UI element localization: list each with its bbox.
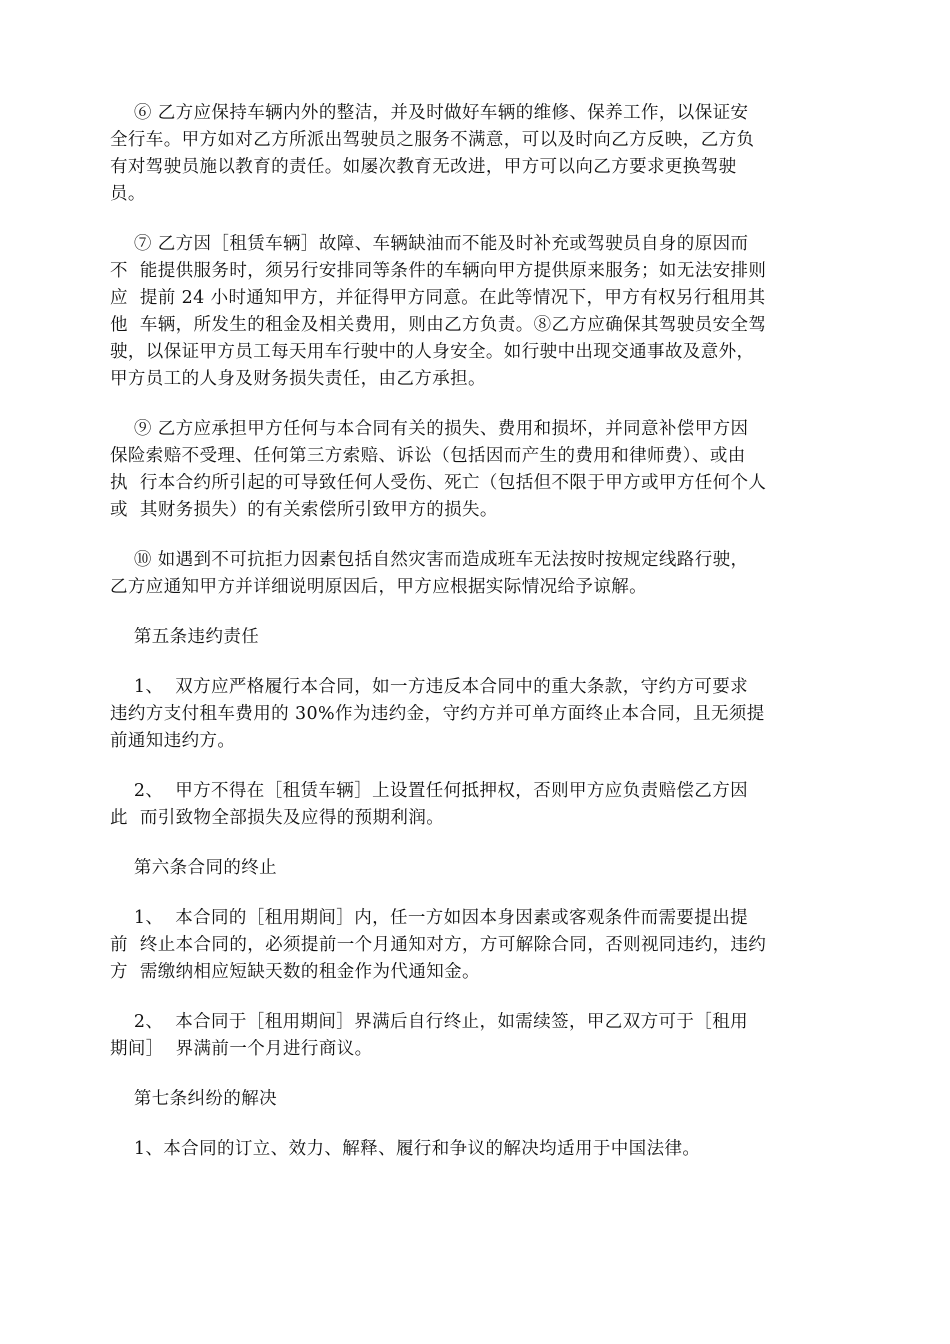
- article-5-heading: 第五条违约责任: [110, 627, 260, 647]
- paragraph-article-6-item-1-line-2: 前 终止本合同的，必须提前一个月通知对方，方可解除合同，否则视同违约，违约: [110, 935, 767, 955]
- paragraph-clause-6-line-3: 有对驾驶员施以教育的责任。如屡次教育无改进，甲方可以向乙方要求更换驾驶: [110, 157, 737, 177]
- paragraph-article-5-item-1-line-1: 1、 双方应严格履行本合同，如一方违反本合同中的重大条款，守约方可要求: [110, 677, 749, 697]
- paragraph-clause-9-line-2: 保险索赔不受理、任何第三方索赔、诉讼（包括因而产生的费用和律师费）、或由: [110, 446, 746, 466]
- paragraph-clause-7-line-4: 他 车辆，所发生的租金及相关费用，则由乙方负责。⑧乙方应确保其驾驶员安全驾: [110, 315, 767, 335]
- paragraph-clause-7-line-6: 甲方员工的人身及财务损失责任，由乙方承担。: [110, 369, 486, 389]
- paragraph-article-5-item-1-line-3: 前通知违约方。: [110, 731, 236, 751]
- article-6-heading: 第六条合同的终止: [110, 858, 278, 878]
- paragraph-article-5-item-2-line-2: 此 而引致物全部损失及应得的预期利润。: [110, 808, 445, 828]
- paragraph-article-6-item-1-line-1: 1、 本合同的［租用期间］内，任一方如因本身因素或客观条件而需要提出提: [110, 908, 749, 928]
- paragraph-article-7-item-1-line-1: 1、本合同的订立、效力、解释、履行和争议的解决均适用于中国法律。: [110, 1139, 701, 1159]
- paragraph-clause-10-line-1: ⑩ 如遇到不可抗拒力因素包括自然灾害而造成班车无法按时按规定线路行驶，: [110, 550, 749, 570]
- paragraph-article-5-item-1-line-2: 违约方支付租车费用的 30%作为违约金，守约方并可单方面终止本合同，且无须提: [110, 704, 765, 724]
- paragraph-clause-7-line-2: 不 能提供服务时，须另行安排同等条件的车辆向甲方提供原来服务；如无法安排则: [110, 261, 767, 281]
- paragraph-clause-9-line-1: ⑨ 乙方应承担甲方任何与本合同有关的损失、费用和损坏，并同意补偿甲方因: [110, 419, 749, 439]
- paragraph-clause-6-line-1: ⑥ 乙方应保持车辆内外的整洁，并及时做好车辆的维修、保养工作，以保证安: [110, 103, 749, 123]
- article-7-heading: 第七条纠纷的解决: [110, 1089, 278, 1109]
- paragraph-clause-7-line-3: 应 提前 24 小时通知甲方，并征得甲方同意。在此等情况下，甲方有权另行租用其: [110, 288, 766, 308]
- paragraph-article-6-item-1-line-3: 方 需缴纳相应短缺天数的租金作为代通知金。: [110, 962, 480, 982]
- paragraph-clause-10-line-2: 乙方应通知甲方并详细说明原因后，甲方应根据实际情况给予谅解。: [110, 577, 647, 597]
- paragraph-article-5-item-2-line-1: 2、 甲方不得在［租赁车辆］上设置任何抵押权，否则甲方应负责赔偿乙方因: [110, 781, 749, 801]
- paragraph-article-6-item-2-line-2: 期间］ 界满前一个月进行商议。: [110, 1039, 373, 1059]
- paragraph-article-6-item-2-line-1: 2、 本合同于［租用期间］界满后自行终止，如需续签，甲乙双方可于［租用: [110, 1012, 749, 1032]
- paragraph-clause-7-line-5: 驶，以保证甲方员工每天用车行驶中的人身安全。如行驶中出现交通事故及意外，: [110, 342, 755, 362]
- paragraph-clause-9-line-4: 或 其财务损失）的有关索偿所引致甲方的损失。: [110, 500, 498, 520]
- paragraph-clause-7-line-1: ⑦ 乙方因［租赁车辆］故障、车辆缺油而不能及时补充或驾驶员自身的原因而: [110, 234, 749, 254]
- paragraph-clause-6-line-2: 全行车。甲方如对乙方所派出驾驶员之服务不满意，可以及时向乙方反映，乙方负: [110, 130, 755, 150]
- paragraph-clause-6-line-4: 员。: [110, 184, 146, 204]
- paragraph-clause-9-line-3: 执 行本合约所引起的可导致任何人受伤、死亡（包括但不限于甲方或甲方任何个人: [110, 473, 767, 493]
